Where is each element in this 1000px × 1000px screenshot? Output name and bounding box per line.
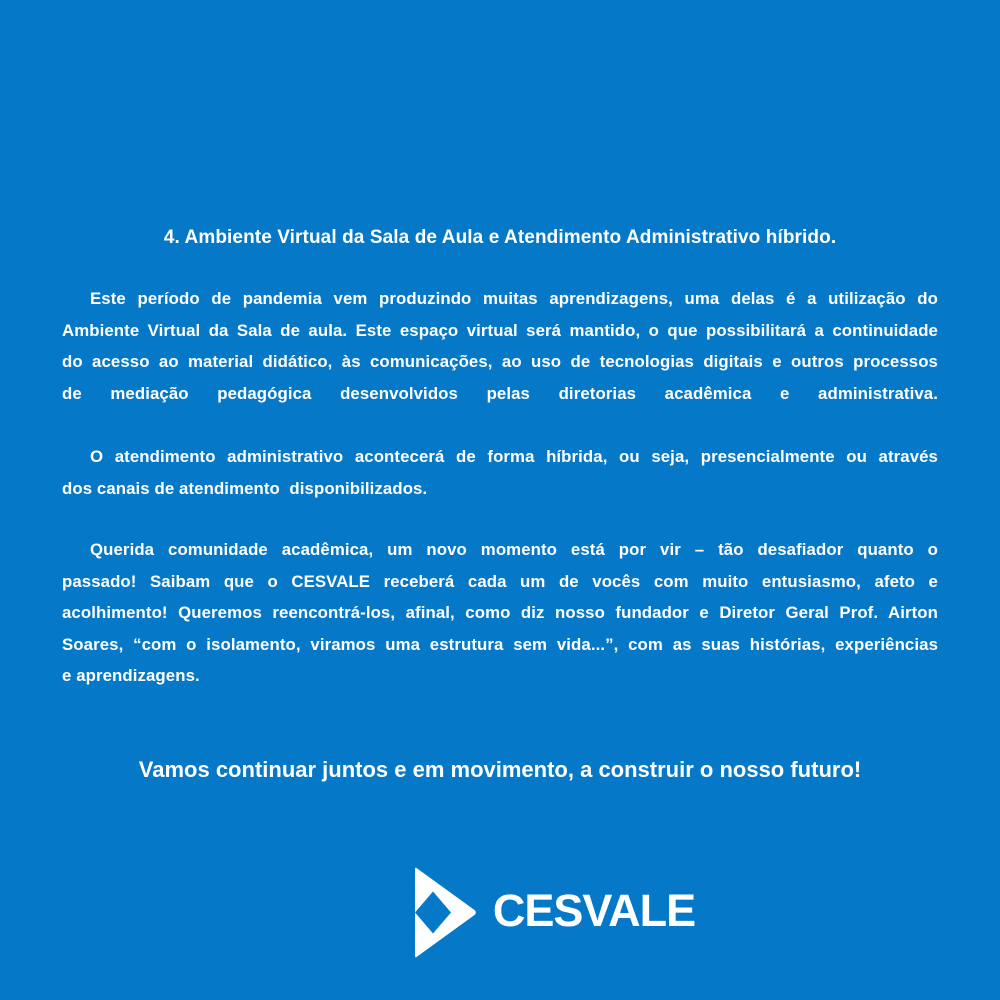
cesvale-logo bbox=[117, 866, 993, 959]
text-line: de mediação pedagógica desenvolvidos pelas diretorias acadêmica e administrativa. bbox=[62, 383, 938, 403]
text-line: dos canais de atendimento disponibilizados. bbox=[62, 478, 428, 498]
paragraph-hybrid-service bbox=[62, 441, 938, 504]
paragraph-community-message bbox=[62, 534, 938, 692]
text-line: Este período de pandemia vem produzindo muitas aprendizagens, uma delas é a utilização do bbox=[90, 289, 938, 308]
closing-statement: Vamos continuar juntos e em movimento, a construir o nosso futuro! bbox=[138, 756, 862, 782]
text-line: Querida comunidade acadêmica, um novo momento está por vir – tão desafiador quanto o bbox=[90, 540, 938, 559]
cesvale-arrow-icon bbox=[415, 866, 476, 959]
text-line: Ambiente Virtual da Sala de aula. Este espaço virtual será mantido, o que possibilitará a continuidade bbox=[62, 320, 938, 340]
text-line: e aprendizagens. bbox=[62, 666, 200, 685]
text-line: acolhimento! Queremos reencontrá-los, afinal, como diz nosso fundador e Diretor Geral Prof. Airton bbox=[62, 603, 938, 622]
text-line: do acesso ao material didático, às comunicações, ao uso de tecnologias digitais e outros processos bbox=[62, 352, 938, 371]
text-line: passado! Saibam que o CESVALE receberá cada um de vocês com muito entusiasmo, afeto e bbox=[62, 571, 938, 591]
paragraph-virtual-environment bbox=[62, 283, 938, 409]
text-line: Soares, “com o isolamento, viramos uma estrutura sem vida...”, com as suas histórias, experiências bbox=[62, 634, 938, 654]
text-line: O atendimento administrativo acontecerá de forma híbrida, ou seja, presencialmente ou através bbox=[90, 447, 938, 466]
cesvale-logo-text: CESVALE bbox=[492, 884, 696, 936]
page-title: 4. Ambiente Virtual da Sala de Aula e Atendimento Administrativo híbrido. bbox=[163, 227, 837, 248]
announcement-poster bbox=[0, 225, 1000, 1000]
